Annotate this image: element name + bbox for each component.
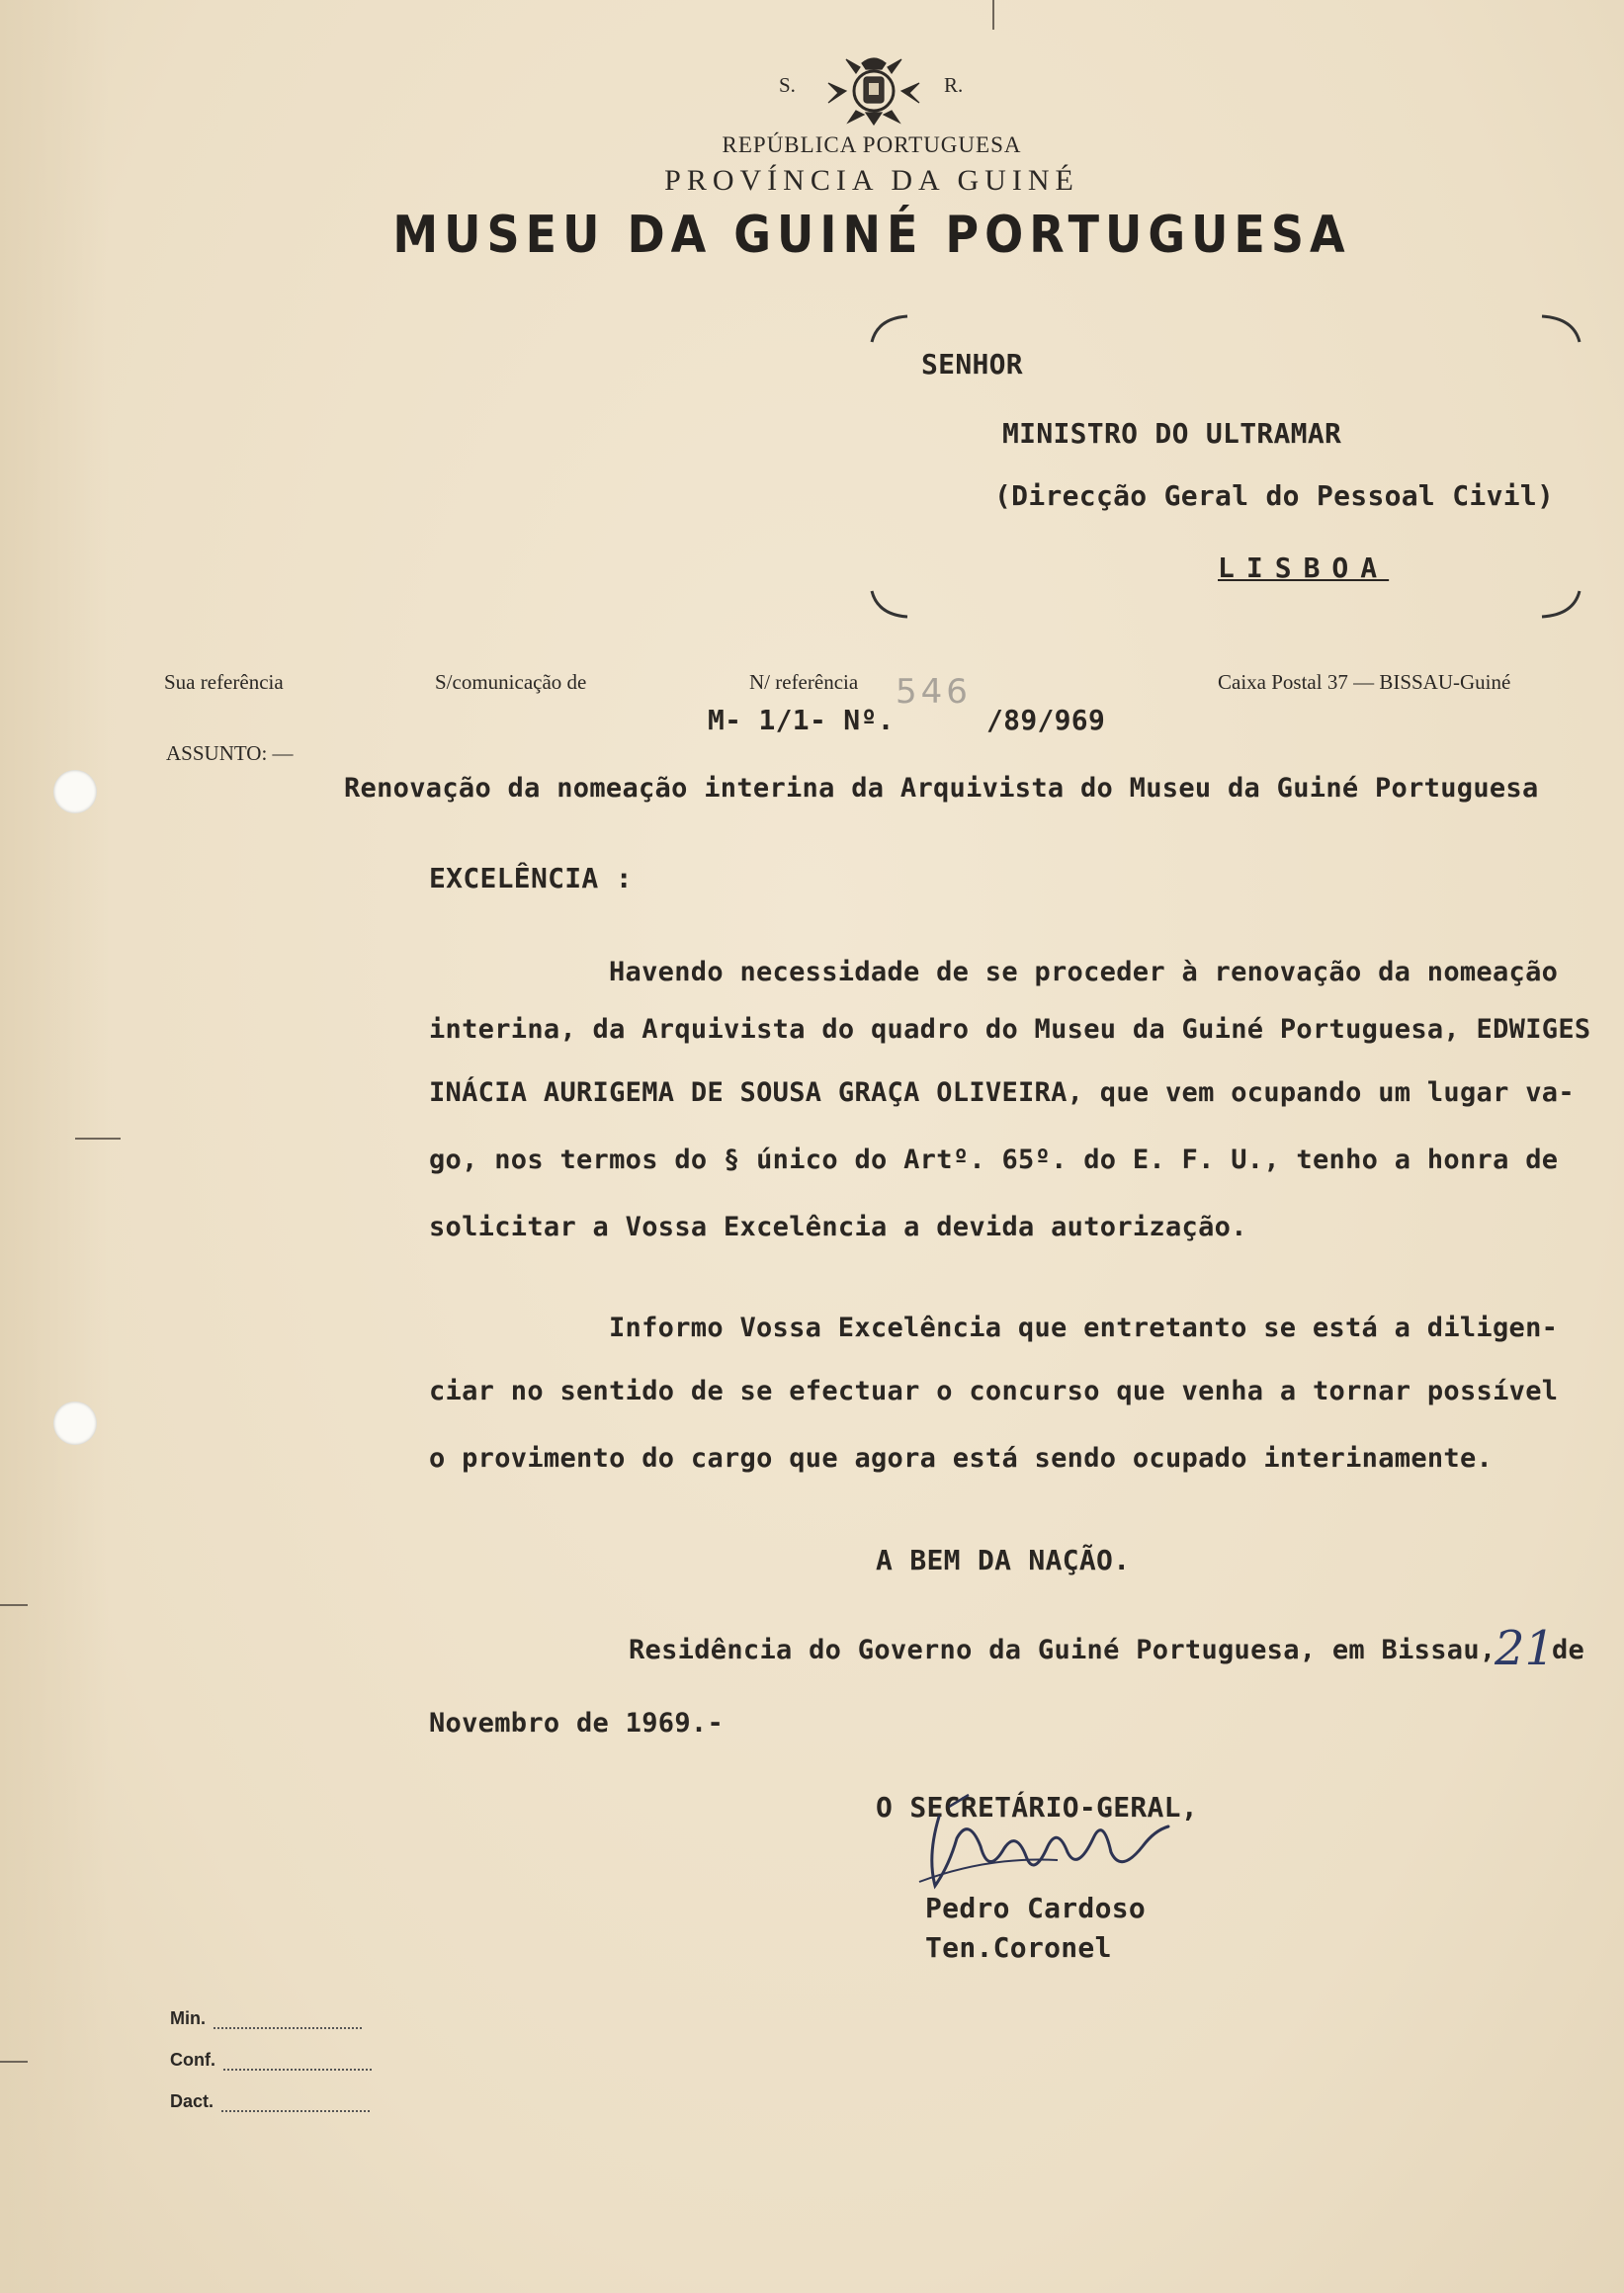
header-province: PROVÍNCIA DA GUINÉ bbox=[664, 164, 1079, 197]
closing-formula: A BEM DA NAÇÃO. bbox=[876, 1544, 1131, 1576]
address-department: (Direcção Geral do Pessoal Civil) bbox=[994, 479, 1555, 512]
footer-conf bbox=[170, 2050, 372, 2071]
assunto-text: Renovação da nomeação interina da Arquivista do Museu da Guiné Portuguesa bbox=[344, 773, 1539, 804]
header-letter-s: S. bbox=[779, 73, 796, 97]
date-line-end: de bbox=[1552, 1635, 1585, 1665]
top-center-mark bbox=[992, 0, 994, 30]
date-line-month-year: Novembro de 1969.- bbox=[429, 1708, 724, 1739]
signatory-name: Pedro Cardoso bbox=[925, 1892, 1147, 1924]
ref-n-referencia: N/ referência bbox=[749, 670, 859, 694]
paragraph-1-line: solicitar a Vossa Excelência a devida autorização. bbox=[429, 1212, 1247, 1242]
footer-dact bbox=[170, 2091, 370, 2112]
address-bracket-top-right bbox=[1538, 314, 1583, 344]
ref-comunicacao: S/comunicação de bbox=[435, 670, 587, 694]
ref-number-prefix: M- 1/1- Nº. bbox=[708, 704, 895, 736]
paragraph-2-line: Informo Vossa Excelência que entretanto se está a diligen- bbox=[609, 1313, 1559, 1343]
paragraph-1-line: Havendo necessidade de se proceder à renovação da nomeação bbox=[609, 957, 1559, 987]
footer-conf-line bbox=[223, 2051, 372, 2071]
margin-fold-mark bbox=[0, 1604, 28, 1606]
punch-hole-bottom bbox=[53, 1401, 97, 1445]
footer-dact-line bbox=[221, 2092, 370, 2112]
ref-caixa-postal: Caixa Postal 37 — BISSAU-Guiné bbox=[1218, 670, 1511, 694]
date-line-start: Residência do Governo da Guiné Portuguesa, em Bissau, bbox=[629, 1635, 1496, 1665]
ref-sua-referencia: Sua referência bbox=[164, 670, 284, 694]
date-day-handwritten: 21 bbox=[1495, 1621, 1556, 1676]
footer-min-line bbox=[214, 2009, 362, 2029]
header-museum: MUSEU DA GUINÉ PORTUGUESA bbox=[392, 204, 1351, 265]
signature-title: O SECRETÁRIO-GERAL, bbox=[876, 1791, 1198, 1824]
paper-shadow-edge bbox=[0, 0, 109, 2293]
address-bracket-bottom-right bbox=[1538, 589, 1583, 619]
coat-of-arms-icon bbox=[826, 53, 921, 127]
address-city: LISBOA bbox=[1218, 552, 1390, 584]
paragraph-1-line: go, nos termos do § único do Artº. 65º. do E. F. U., tenho a honra de bbox=[429, 1145, 1559, 1175]
footer-min bbox=[170, 2008, 362, 2029]
margin-fold-mark bbox=[75, 1138, 121, 1140]
footer-min-label: Min. bbox=[170, 2008, 206, 2028]
paragraph-1-line: INÁCIA AURIGEMA DE SOUSA GRAÇA OLIVEIRA, que vem ocupando um lugar va- bbox=[429, 1077, 1575, 1108]
footer-conf-label: Conf. bbox=[170, 2050, 215, 2070]
paragraph-1-line: interina, da Arquivista do quadro do Museu da Guiné Portuguesa, EDWIGES bbox=[429, 1014, 1591, 1045]
header-republic: REPÚBLICA PORTUGUESA bbox=[722, 132, 1022, 157]
signatory-rank: Ten.Coronel bbox=[925, 1931, 1112, 1964]
address-salutation: SENHOR bbox=[921, 348, 1023, 381]
header-letter-r: R. bbox=[944, 73, 964, 97]
paragraph-2-line: o provimento do cargo que agora está sendo ocupado interinamente. bbox=[429, 1443, 1494, 1474]
footer-dact-label: Dact. bbox=[170, 2091, 214, 2111]
address-bracket-bottom-left bbox=[868, 589, 913, 619]
greeting: EXCELÊNCIA : bbox=[429, 862, 633, 894]
margin-fold-mark bbox=[0, 2061, 28, 2063]
assunto-label: ASSUNTO: — bbox=[166, 741, 294, 765]
address-bracket-top-left bbox=[868, 314, 913, 344]
handwritten-signature bbox=[909, 1787, 1186, 1906]
ref-number-suffix: /89/969 bbox=[986, 704, 1106, 736]
punch-hole-top bbox=[53, 770, 97, 813]
paragraph-2-line: ciar no sentido de se efectuar o concurso que venha a tornar possível bbox=[429, 1376, 1559, 1406]
address-minister: MINISTRO DO ULTRAMAR bbox=[1002, 417, 1342, 450]
ref-stamp-number: 546 bbox=[896, 672, 972, 712]
